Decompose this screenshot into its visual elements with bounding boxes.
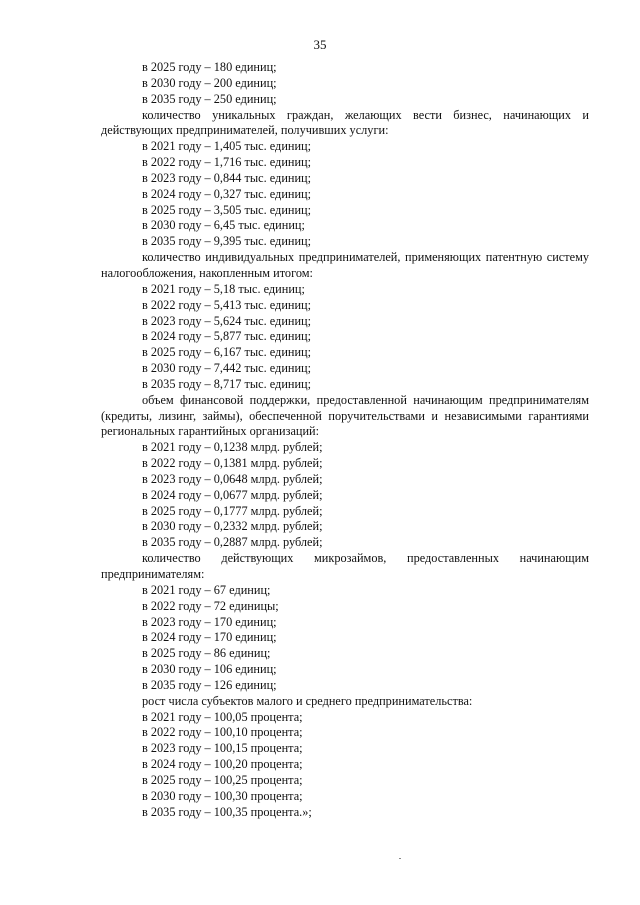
list-item: в 2035 году – 0,2887 млрд. рублей; <box>142 535 323 550</box>
paragraph: количество действующих микрозаймов, предоставленных начинающим предпринимателям: <box>101 551 589 581</box>
list-item: в 2035 году – 9,395 тыс. единиц; <box>142 234 312 249</box>
list-item: в 2023 году – 0,844 тыс. единиц; <box>142 170 312 185</box>
list-item: в 2022 году – 5,413 тыс. единиц; <box>142 297 312 312</box>
list-item: в 2025 году – 86 единиц; <box>142 646 271 661</box>
list-item: в 2030 году – 100,30 процента; <box>142 788 303 803</box>
list-item: в 2035 году – 126 единиц; <box>142 677 277 692</box>
list-item: в 2023 году – 5,624 тыс. единиц; <box>142 313 312 328</box>
list-item: в 2021 году – 1,405 тыс. единиц; <box>142 139 312 154</box>
list-item: в 2030 году – 6,45 тыс. единиц; <box>142 218 305 233</box>
paragraph: количество индивидуальных предпринимателей, применяющих патентную систему налогообложения, накопленным итогом: <box>101 250 589 280</box>
page-number: 35 <box>313 37 327 52</box>
list-item: в 2030 году – 7,442 тыс. единиц; <box>142 361 312 376</box>
list-item: в 2035 году – 250 единиц; <box>142 91 277 106</box>
list-item: в 2024 году – 0,0677 млрд. рублей; <box>142 487 323 502</box>
list-item: в 2025 году – 180 единиц; <box>142 60 277 74</box>
list-item: в 2022 году – 72 единицы; <box>142 598 279 613</box>
scan-speck <box>399 858 401 859</box>
list-item: в 2030 году – 0,2332 млрд. рублей; <box>142 519 323 534</box>
list-item: в 2030 году – 106 единиц; <box>142 662 277 677</box>
list-item: в 2030 году – 200 единиц; <box>142 75 277 90</box>
list-item: рост числа субъектов малого и среднего предпринимательства: <box>142 693 473 708</box>
list-item: в 2024 году – 0,327 тыс. единиц; <box>142 186 312 201</box>
list-item: в 2022 году – 1,716 тыс. единиц; <box>142 155 312 170</box>
list-item: в 2021 году – 5,18 тыс. единиц; <box>142 281 305 296</box>
list-item: в 2023 году – 0,0648 млрд. рублей; <box>142 471 323 486</box>
list-item: в 2035 году – 100,35 процента.»; <box>142 804 312 819</box>
list-item: в 2023 году – 170 единиц; <box>142 614 277 629</box>
document-body <box>101 60 589 821</box>
list-item: в 2024 году – 170 единиц; <box>142 630 277 645</box>
paragraph: объем финансовой поддержки, предоставленной начинающим предпринимателям (кредиты, лизинг, займы), обеспеченной поручительствами и независимыми гарантиями региональных гарантийных организаций: <box>101 392 589 439</box>
list-item: в 2024 году – 5,877 тыс. единиц; <box>142 329 312 344</box>
list-item: в 2022 году – 0,1381 млрд. рублей; <box>142 456 323 471</box>
list-item: в 2024 году – 100,20 процента; <box>142 757 303 772</box>
list-item: в 2021 году – 100,05 процента; <box>142 709 303 724</box>
list-item: в 2035 году – 8,717 тыс. единиц; <box>142 376 312 391</box>
list-item: в 2025 году – 100,25 процента; <box>142 772 303 787</box>
list-item: в 2021 году – 0,1238 млрд. рублей; <box>142 440 323 455</box>
list-item: в 2021 году – 67 единиц; <box>142 582 271 597</box>
list-item: в 2025 году – 3,505 тыс. единиц; <box>142 202 312 217</box>
list-item: в 2025 году – 0,1777 млрд. рублей; <box>142 503 323 518</box>
paragraph: количество уникальных граждан, желающих вести бизнес, начинающих и действующих предпринимателей, получивших услуги: <box>101 107 589 138</box>
list-item: в 2022 году – 100,10 процента; <box>142 725 303 740</box>
list-item: в 2025 году – 6,167 тыс. единиц; <box>142 345 312 360</box>
list-item: в 2023 году – 100,15 процента; <box>142 741 303 756</box>
